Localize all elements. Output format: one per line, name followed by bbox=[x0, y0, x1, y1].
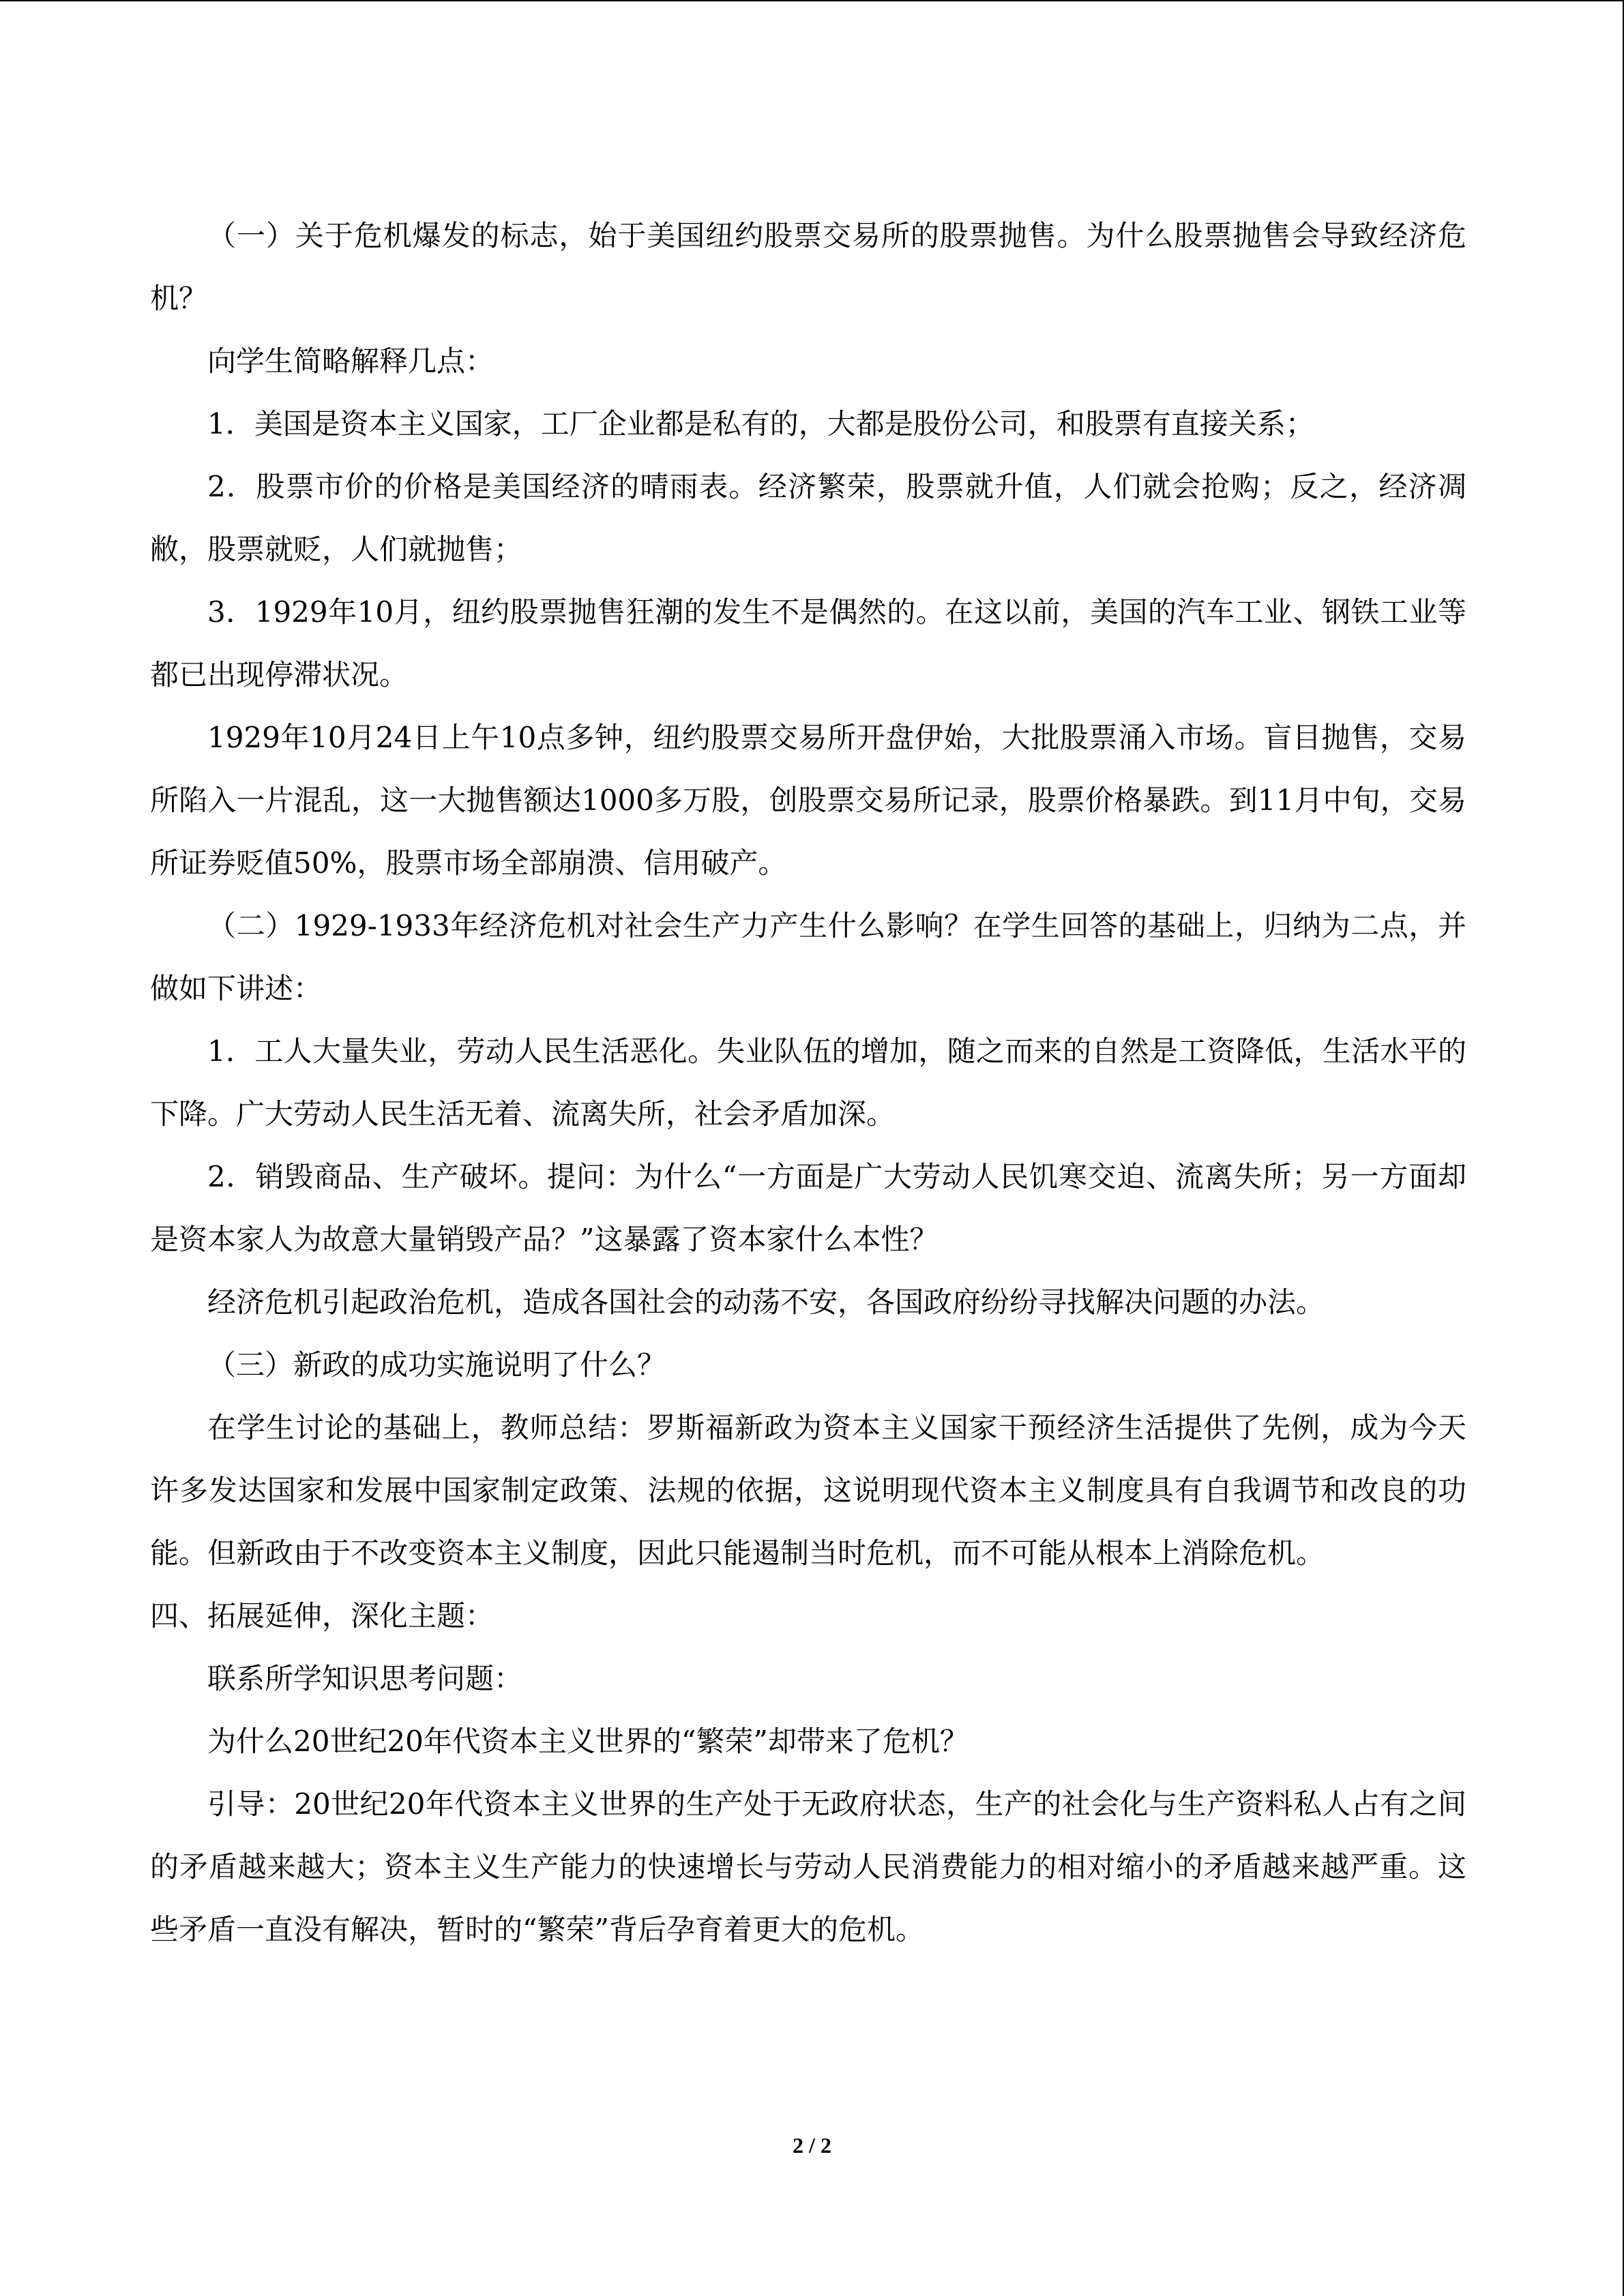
paragraph-unemployment: 1．工人大量失业，劳动人民生活恶化。失业队伍的增加，随之而来的自然是工资降低，生活水平的下降。广大劳动人民生活无着、流离失所，社会矛盾加深。 bbox=[150, 1034, 1466, 1131]
paragraph-point-2: 2．股票市价的价格是美国经济的晴雨表。经济繁荣，股票就升值，人们就会抢购；反之，经济凋敝，股票就贬，人们就抛售； bbox=[150, 470, 1466, 566]
paragraph-political-crisis: 经济危机引起政治危机，造成各国社会的动荡不安，各国政府纷纷寻找解决问题的办法。 bbox=[207, 1285, 1325, 1319]
heading-section-4: 四、拓展延伸，深化主题： bbox=[150, 1599, 494, 1632]
paragraph-new-deal-summary: 在学生讨论的基础上，教师总结：罗斯福新政为资本主义国家干预经济生活提供了先例，成为今天许多发达国家和发展中国家制定政策、法规的依据，这说明现代资本主义制度具有自我调节和改良的功能。但新政由于不改变资本主义制度，因此只能遏制当时危机，而不可能从根本上消除危机。 bbox=[150, 1411, 1466, 1570]
document-body bbox=[150, 205, 1466, 1961]
page-number: 2 / 2 bbox=[793, 2133, 831, 2158]
paragraph-think-question: 联系所学知识思考问题： bbox=[207, 1662, 523, 1695]
paragraph-guidance: 引导：20世纪20年代资本主义世界的生产处于无政府状态，生产的社会化与生产资料私人占有之间的矛盾越来越大；资本主义生产能力的快速增长与劳动人民消费能力的相对缩小的矛盾越来越严重。这些矛盾一直没有解决，暂时的“繁荣”背后孕育着更大的危机。 bbox=[150, 1787, 1466, 1946]
paragraph-explain-intro: 向学生简略解释几点： bbox=[207, 344, 494, 378]
paragraph-point-1: 1．美国是资本主义国家，工厂企业都是私有的，大都是股份公司，和股票有直接关系； bbox=[207, 407, 1314, 441]
paragraph-oct-24: 1929年10月24日上午10点多钟，纽约股票交易所开盘伊始，大批股票涌入市场。盲目抛售，交易所陷入一片混乱，这一大抛售额达1000多万股，创股票交易所记录，股票价格暴跌。到11月中旬，交易所证券贬值50%，股票市场全部崩溃、信用破产。 bbox=[150, 721, 1466, 880]
page-top-border bbox=[0, 0, 1624, 1]
paragraph-section-3: （三）新政的成功实施说明了什么？ bbox=[207, 1348, 666, 1382]
paragraph-crisis-marker: （一）关于危机爆发的标志，始于美国纽约股票交易所的股票抛售。为什么股票抛售会导致经济危机？ bbox=[150, 219, 1466, 315]
paragraph-destroy-goods: 2．销毁商品、生产破坏。提问：为什么“一方面是广大劳动人民饥寒交迫、流离失所；另一方面却是资本家人为故意大量销毁产品？”这暴露了资本家什么本性？ bbox=[150, 1160, 1466, 1256]
paragraph-section-2: （二）1929-1933年经济危机对社会生产力产生什么影响？在学生回答的基础上，归纳为二点，并做如下讲述： bbox=[150, 909, 1466, 1005]
paragraph-question: 为什么20世纪20年代资本主义世界的“繁荣”却带来了危机？ bbox=[207, 1725, 969, 1758]
paragraph-point-3: 3．1929年10月，纽约股票抛售狂潮的发生不是偶然的。在这以前，美国的汽车工业、钢铁工业等都已出现停滞状况。 bbox=[150, 595, 1466, 691]
